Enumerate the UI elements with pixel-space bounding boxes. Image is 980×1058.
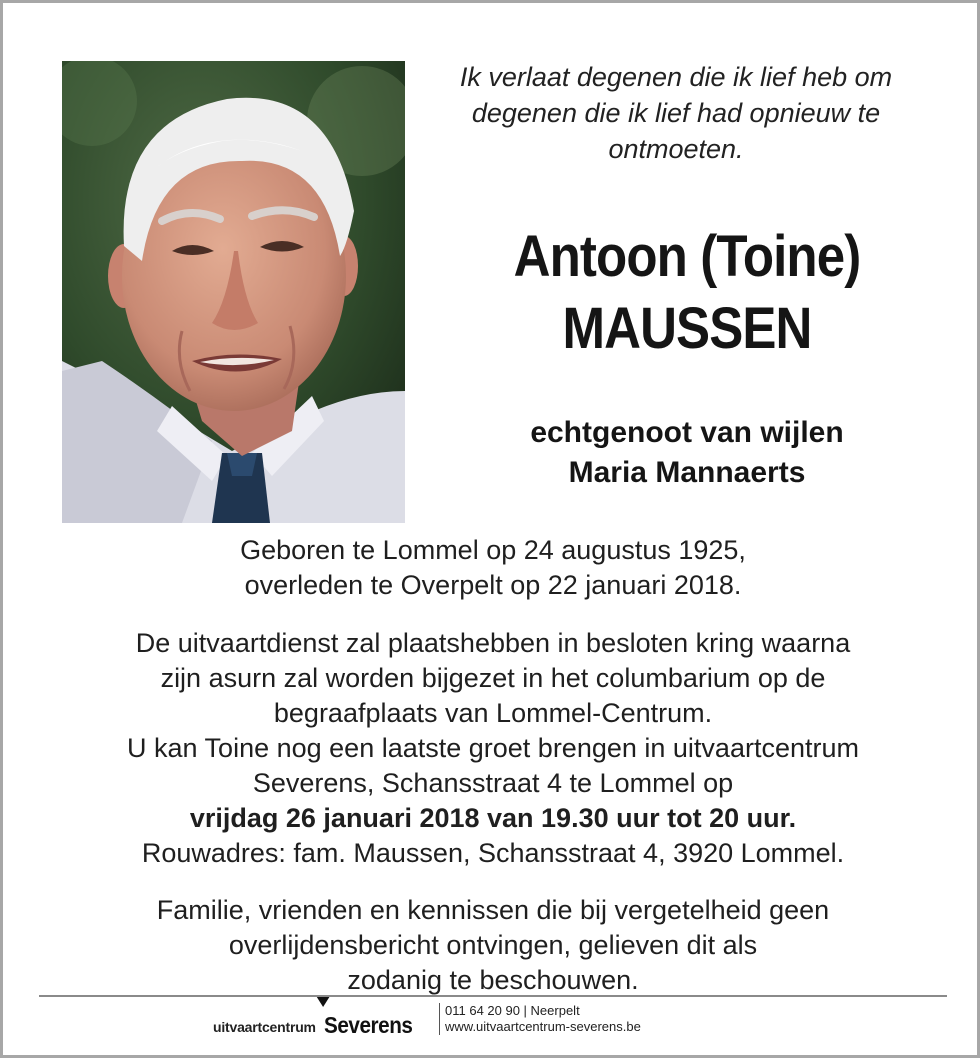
contact-phone: 011 64 20 90 | Neerpelt — [445, 1003, 580, 1018]
deceased-last-name: MAUSSEN — [562, 296, 812, 361]
spouse-relation: echtgenoot van wijlen — [530, 416, 844, 449]
family-note — [43, 893, 943, 998]
family-note-line: zodanig te beschouwen. — [347, 965, 639, 995]
service-info — [43, 626, 943, 871]
funeral-home-contact — [439, 1003, 641, 1035]
birth-line: Geboren te Lommel op 24 augustus 1925, — [240, 535, 746, 565]
service-line: begraafplaats van Lommel-Centrum. — [273, 698, 713, 728]
logo-prefix: uitvaartcentrum — [213, 1019, 316, 1035]
service-line: De uitvaartdienst zal plaatshebben in besloten kring waarna — [135, 628, 851, 658]
memorial-quote — [421, 59, 931, 167]
contact-website: www.uitvaartcentrum-severens.be — [445, 1019, 641, 1034]
spouse-name: Maria Mannaerts — [568, 456, 806, 489]
deceased-name — [453, 221, 921, 365]
quote-line: degenen die ik lief had opnieuw te — [471, 98, 881, 128]
footer-divider — [39, 995, 947, 997]
deceased-first-name: Antoon (Toine) — [513, 224, 861, 289]
funeral-home-logo — [213, 1000, 422, 1040]
logo-brand — [324, 1012, 412, 1039]
portrait-photo — [62, 61, 405, 523]
visitation-date: vrijdag 26 januari 2018 van 19.30 uur tot 20 uur. — [189, 803, 797, 833]
service-line: U kan Toine nog een laatste groet brengen in uitvaartcentrum — [127, 733, 859, 763]
logo-brand-text: Severens — [323, 1012, 413, 1038]
spouse-info — [421, 413, 953, 493]
triangle-icon — [317, 997, 330, 1007]
service-line: Severens, Schansstraat 4 te Lommel op — [252, 768, 734, 798]
quote-line: ontmoeten. — [608, 134, 744, 164]
family-note-line: overlijdensbericht ontvingen, gelieven dit als — [228, 930, 758, 960]
birth-death-info — [43, 533, 943, 603]
death-line: overleden te Overpelt op 22 januari 2018. — [244, 570, 742, 600]
service-line: zijn asurn zal worden bijgezet in het columbarium op de — [160, 663, 826, 693]
portrait-illustration — [62, 61, 405, 523]
family-note-line: Familie, vrienden en kennissen die bij vergetelheid geen — [156, 895, 830, 925]
quote-line: Ik verlaat degenen die ik lief heb om — [459, 62, 893, 92]
mourning-address: Rouwadres: fam. Maussen, Schansstraat 4, 3920 Lommel. — [141, 838, 845, 868]
